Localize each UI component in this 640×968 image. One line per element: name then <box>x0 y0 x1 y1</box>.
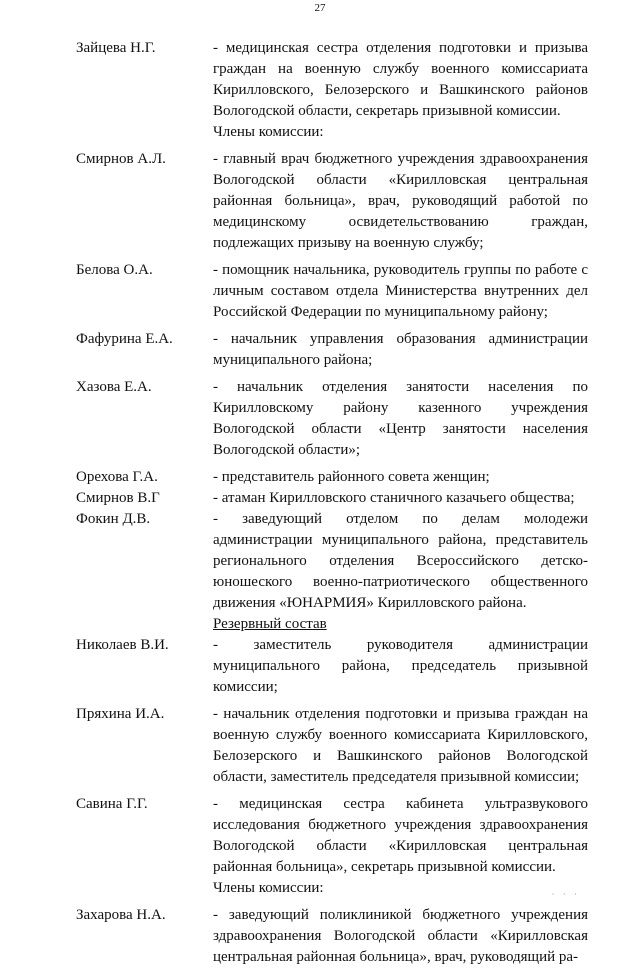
member-role: - начальник отделения подготовки и призыва граждан на военную службу военного комиссариата Кирилловского, Белозерского и Вашкинского районов Вологодской области, заместитель председателя призывной комиссии; <box>213 706 588 785</box>
page-number: 27 <box>314 2 326 14</box>
member-role: - медицинская сестра отделения подготовки и призыва граждан на военную службу военного комиссариата Кирилловского, Белозерского и Вашкинского районов Вологодской области, секретарь призывной комиссии. <box>213 40 588 119</box>
member-name: Фафурина Е.А. <box>76 331 173 347</box>
member-entry <box>76 509 588 614</box>
member-role: - атаман Кирилловского станичного казачьего общества; <box>213 490 575 506</box>
member-name: Пряхина И.А. <box>76 706 165 722</box>
section-heading: Члены комиссии: <box>213 880 324 896</box>
member-name: Фокин Д.В. <box>76 511 151 527</box>
member-name: Хазова Е.А. <box>76 379 152 395</box>
member-name: Смирнов А.Л. <box>76 151 166 167</box>
member-entry <box>76 329 588 371</box>
commission-list <box>76 38 588 968</box>
member-entry <box>76 377 588 461</box>
member-name: Зайцева Н.Г. <box>76 40 156 56</box>
member-entry <box>76 38 588 122</box>
member-role: - представитель районного совета женщин; <box>213 469 490 485</box>
member-role: - заведующий отделом по делам молодежи администрации муниципального района, представитель регионального отделения Всероссийского детско-юношеского военно-патриотического общественного движения «ЮНАРМИЯ» Кирилловского района. <box>213 511 588 611</box>
section-heading: Члены комиссии: <box>213 124 324 140</box>
member-entry <box>76 794 588 878</box>
member-role: - заведующий поликлиникой бюджетного учреждения здравоохранения Вологодской области «Кирилловская центральная районная больница», врач, руководящий ра- <box>213 907 588 965</box>
member-role: - заместитель руководителя администрации муниципального района, председатель призывной комиссии; <box>213 637 588 695</box>
member-name: Смирнов В.Г <box>76 490 160 506</box>
member-entry <box>76 260 588 323</box>
scan-artifact-mark: · · · <box>551 889 580 899</box>
member-name: Николаев В.И. <box>76 637 169 653</box>
member-name: Савина Г.Г. <box>76 796 148 812</box>
member-entry <box>76 488 588 509</box>
member-entry <box>76 635 588 698</box>
member-name: Захарова Н.А. <box>76 907 166 923</box>
member-entry <box>76 704 588 788</box>
member-role: - главный врач бюджетного учреждения здравоохранения Вологодской области «Кирилловская центральная районная больница», врач, руководящий работой по медицинскому освидетельствованию граждан, подлежащих призыву на военную службу; <box>213 151 588 251</box>
member-name: Орехова Г.А. <box>76 469 158 485</box>
section-heading-reserve: Резервный состав <box>213 616 327 632</box>
member-entry <box>76 905 588 968</box>
member-entry <box>76 149 588 254</box>
member-role: - начальник управления образования администрации муниципального района; <box>213 331 588 368</box>
member-role: - помощник начальника, руководитель группы по работе с личным составом отдела Министерства внутренних дел Российской Федерации по муниципальному району; <box>213 262 588 320</box>
member-role: - начальник отделения занятости населения по Кирилловскому району казенного учреждения Вологодской области «Центр занятости населения Вологодской области»; <box>213 379 588 458</box>
member-role: - медицинская сестра кабинета ультразвукового исследования бюджетного учреждения здравоохранения Вологодской области «Кирилловская центральная районная больница», секретарь призывной комиссии. <box>213 796 588 875</box>
member-name: Белова О.А. <box>76 262 153 278</box>
member-entry <box>76 467 588 488</box>
